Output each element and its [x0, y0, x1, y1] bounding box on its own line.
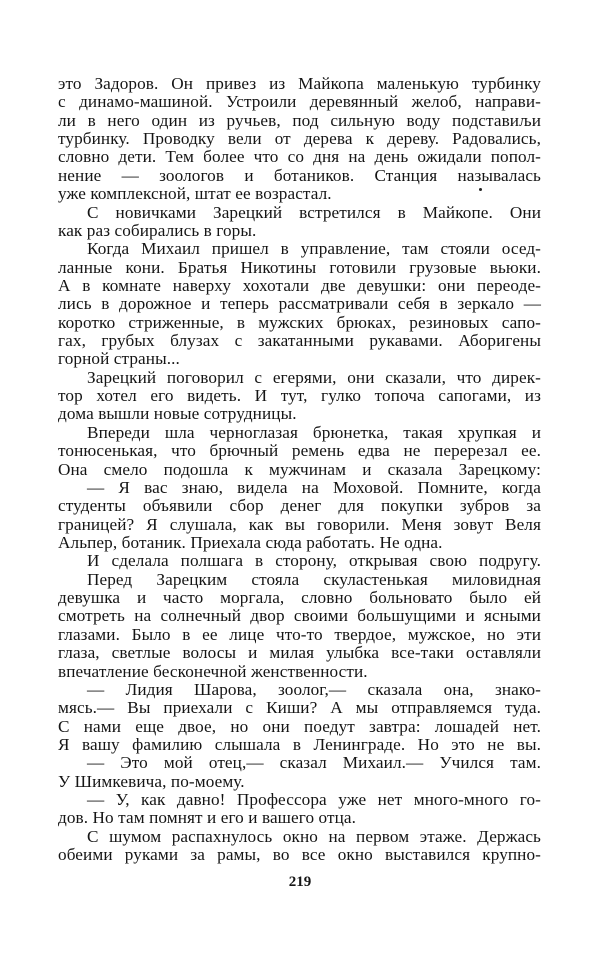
text-line: Впереди шла черноглазая брюнетка, такая хрупкая и [87, 422, 541, 442]
text-line: С шумом распахнулось окно на первом этаже. Держась [87, 826, 541, 846]
text-line: границей? Я слушала, как вы говорили. Меня зовут Веля [58, 514, 541, 534]
text-line: горной страны... [58, 349, 180, 369]
text-line: — У, как давно! Профессора уже нет много-много го- [87, 790, 541, 810]
text-line: С нами еще двое, но они поедут завтра: лошадей нет. [58, 716, 541, 736]
text-line: как раз собирались в горы. [58, 220, 257, 240]
text-line: — Это мой отец,— сказал Михаил.— Учился там. [87, 753, 541, 773]
print-speck [479, 188, 482, 191]
page-number: 219 [288, 874, 312, 890]
text-line: Альпер, ботаник. Приехала сюда работать. Не одна. [58, 532, 443, 552]
text-line: глазами. Было в ее лице что-то твердое, мужское, но эти [58, 624, 541, 644]
text-line: ли в него один из ручьев, под сильную воду подставиљи [58, 110, 541, 130]
text-line: У Шимкевича, по-моему. [58, 771, 245, 791]
text-line: студенты объявили сбор денег для покупки зубров за [58, 496, 541, 516]
text-line: — Лидия Шарова, зоолог,— сказала она, знако- [87, 679, 541, 699]
text-line: И сделала полшага в сторону, открывая свою подругу. [87, 551, 541, 571]
text-line: словно дети. Тем более что со дня на день ожидали попол- [58, 147, 541, 167]
text-line: глаза, светлые волосы и милая улыбка все-таки оставляли [58, 643, 541, 663]
text-line: коротко стриженные, в мужских брюках, резиновых сапо- [58, 312, 541, 332]
body-text [58, 75, 541, 864]
text-line: ланные кони. Братья Никотины готовили грузовые вьюки. [58, 257, 541, 277]
text-line: это Задоров. Он привез из Майкопа маленькую турбинку [58, 74, 541, 93]
text-line: турбинку. Проводку вели от дерева к дереву. Радовались, [58, 129, 541, 149]
text-line: дов. Но там помнят и его и вашего отца. [58, 808, 357, 828]
text-line: Зарецкий поговорил с егерями, они сказали, что дирек- [87, 367, 541, 387]
text-line: мясь.— Вы приехали с Киши? А мы отправляемся туда. [58, 698, 541, 718]
text-line: Перед Зарецким стояла скуластенькая миловидная [87, 569, 541, 589]
text-line: — Я вас знаю, видела на Моховой. Помните, когда [87, 477, 541, 497]
text-line: Она смело подошла к мужчинам и сказала Зарецкому: [58, 459, 541, 479]
text-line: Когда Михаил пришел в управление, там стояли осед- [87, 239, 541, 259]
text-line: нение — зоологов и ботаников. Станция называлась [58, 165, 541, 185]
text-line: уже комплексной, штат ее возрастал. [58, 184, 332, 204]
text-line: обеими руками за рамы, во все окно выставился крупно- [58, 845, 541, 865]
text-line: девушка и часто моргала, словно больновато было ей [58, 588, 541, 608]
text-line: Я вашу фамилию слышала в Ленинграде. Но это не вы. [58, 734, 541, 754]
text-line: тонюсенькая, что брючный ремень едва не перерезал ее. [58, 441, 541, 461]
text-line: А в комнате наверху хохотали две девушки: они переоде- [58, 275, 541, 295]
text-line: С новичками Зарецкий встретился в Майкопе. Они [87, 202, 541, 222]
text-line: впечатление бесконечной женственности. [58, 661, 368, 681]
text-line: с динамо-машиной. Устроили деревянный желоб, направи- [58, 92, 541, 112]
text-line: дома вышли новые сотрудницы. [58, 404, 297, 424]
text-line: гах, грубых блузах с закатанными рукавами. Аборигены [58, 331, 541, 351]
text-line: смотреть на солнечный двор своими большущими и ясными [58, 606, 541, 626]
text-line: лись в дорожное и теперь рассматривали себя в зеркало — [58, 294, 541, 314]
text-line: тор хотел его видеть. И тут, гулко топоча сапогами, из [58, 386, 541, 406]
